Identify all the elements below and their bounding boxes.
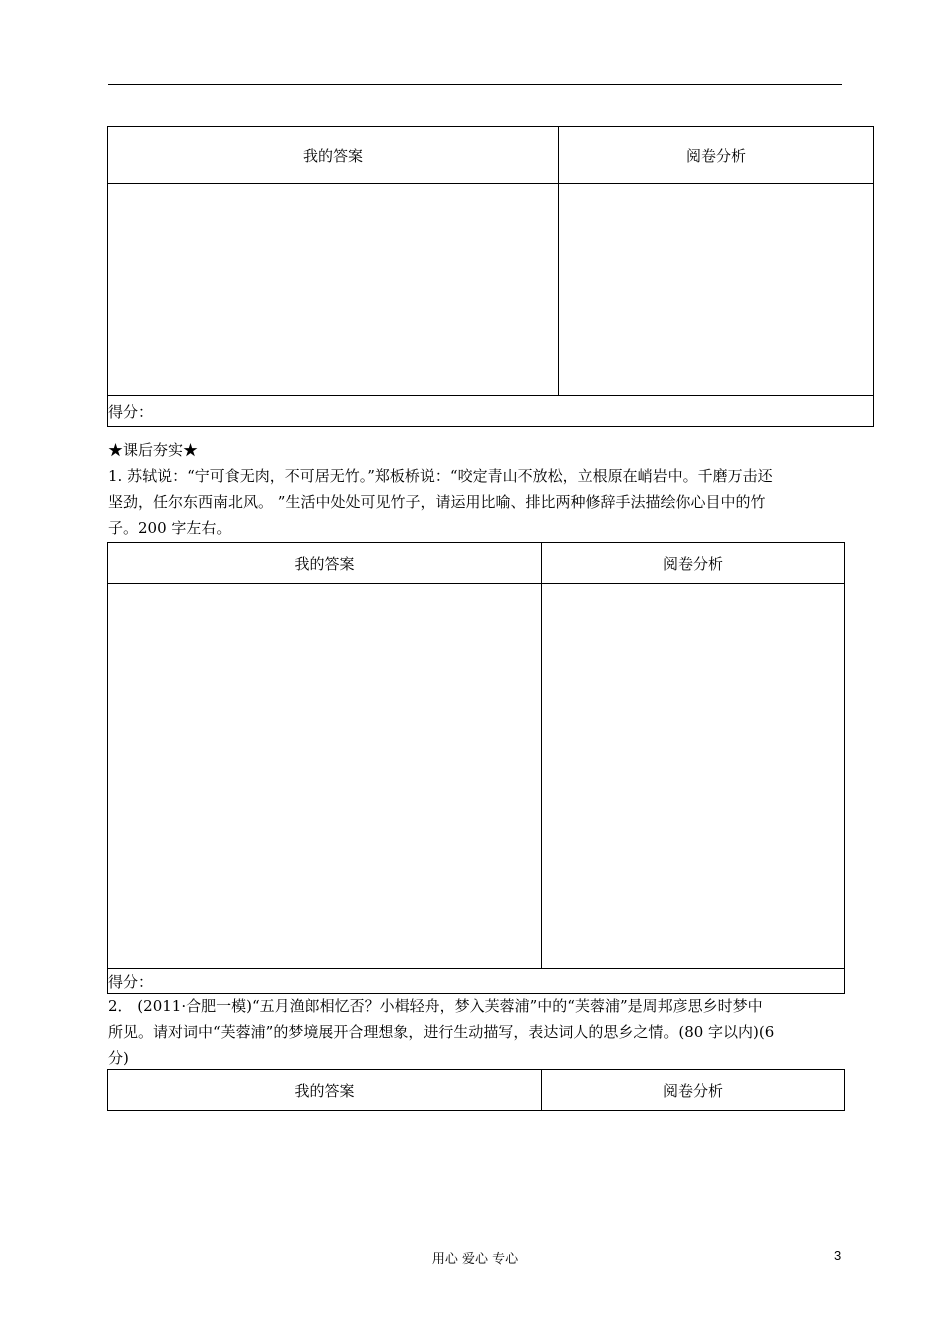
score-row: 得分： xyxy=(108,396,874,427)
answer-table-2 xyxy=(107,542,845,994)
analysis-cell[interactable] xyxy=(542,584,845,969)
analysis-header: 阅卷分析 xyxy=(559,127,874,184)
question-1-line-2: 坚劲，任尔东西南北风。 ”生活中处处可见竹子，请运用比喻、排比两种修辞手法描绘你心目中的竹 xyxy=(108,493,766,511)
question-2-block xyxy=(108,993,844,1071)
analysis-header: 阅卷分析 xyxy=(542,543,845,584)
question-2-line-1: 2． (2011·合肥一模)“五月渔郎相忆否？小楫轻舟，梦入芙蓉浦”中的“芙蓉浦”是周邦彦思乡时梦中 xyxy=(108,997,763,1015)
analysis-cell[interactable] xyxy=(559,184,874,396)
answer-table-3 xyxy=(107,1069,845,1111)
question-1-line-3: 子。200 字左右。 xyxy=(108,519,232,537)
my-answer-cell[interactable] xyxy=(108,184,559,396)
question-1-block xyxy=(108,437,844,541)
question-2-line-3: 分) xyxy=(108,1049,129,1067)
analysis-header: 阅卷分析 xyxy=(542,1070,845,1111)
my-answer-header: 我的答案 xyxy=(108,543,542,584)
my-answer-header: 我的答案 xyxy=(108,127,559,184)
page-number: 3 xyxy=(834,1248,842,1263)
question-2-line-2: 所见。请对词中“芙蓉浦”的梦境展开合理想象，进行生动描写，表达词人的思乡之情。(80 字以内)(6 xyxy=(108,1023,775,1041)
my-answer-cell[interactable] xyxy=(108,584,542,969)
answer-table-1 xyxy=(107,126,874,427)
question-1-line-1: 1. 苏轼说：“宁可食无肉，不可居无竹。”郑板桥说：“咬定青山不放松，立根原在峭岩中。千磨万击还 xyxy=(108,467,773,485)
score-row: 得分： xyxy=(108,969,845,994)
section-title: ★课后夯实★ xyxy=(108,441,199,459)
footer-motto: 用心 爱心 专心 xyxy=(431,1252,519,1267)
header-rule xyxy=(108,84,842,85)
my-answer-header: 我的答案 xyxy=(108,1070,542,1111)
